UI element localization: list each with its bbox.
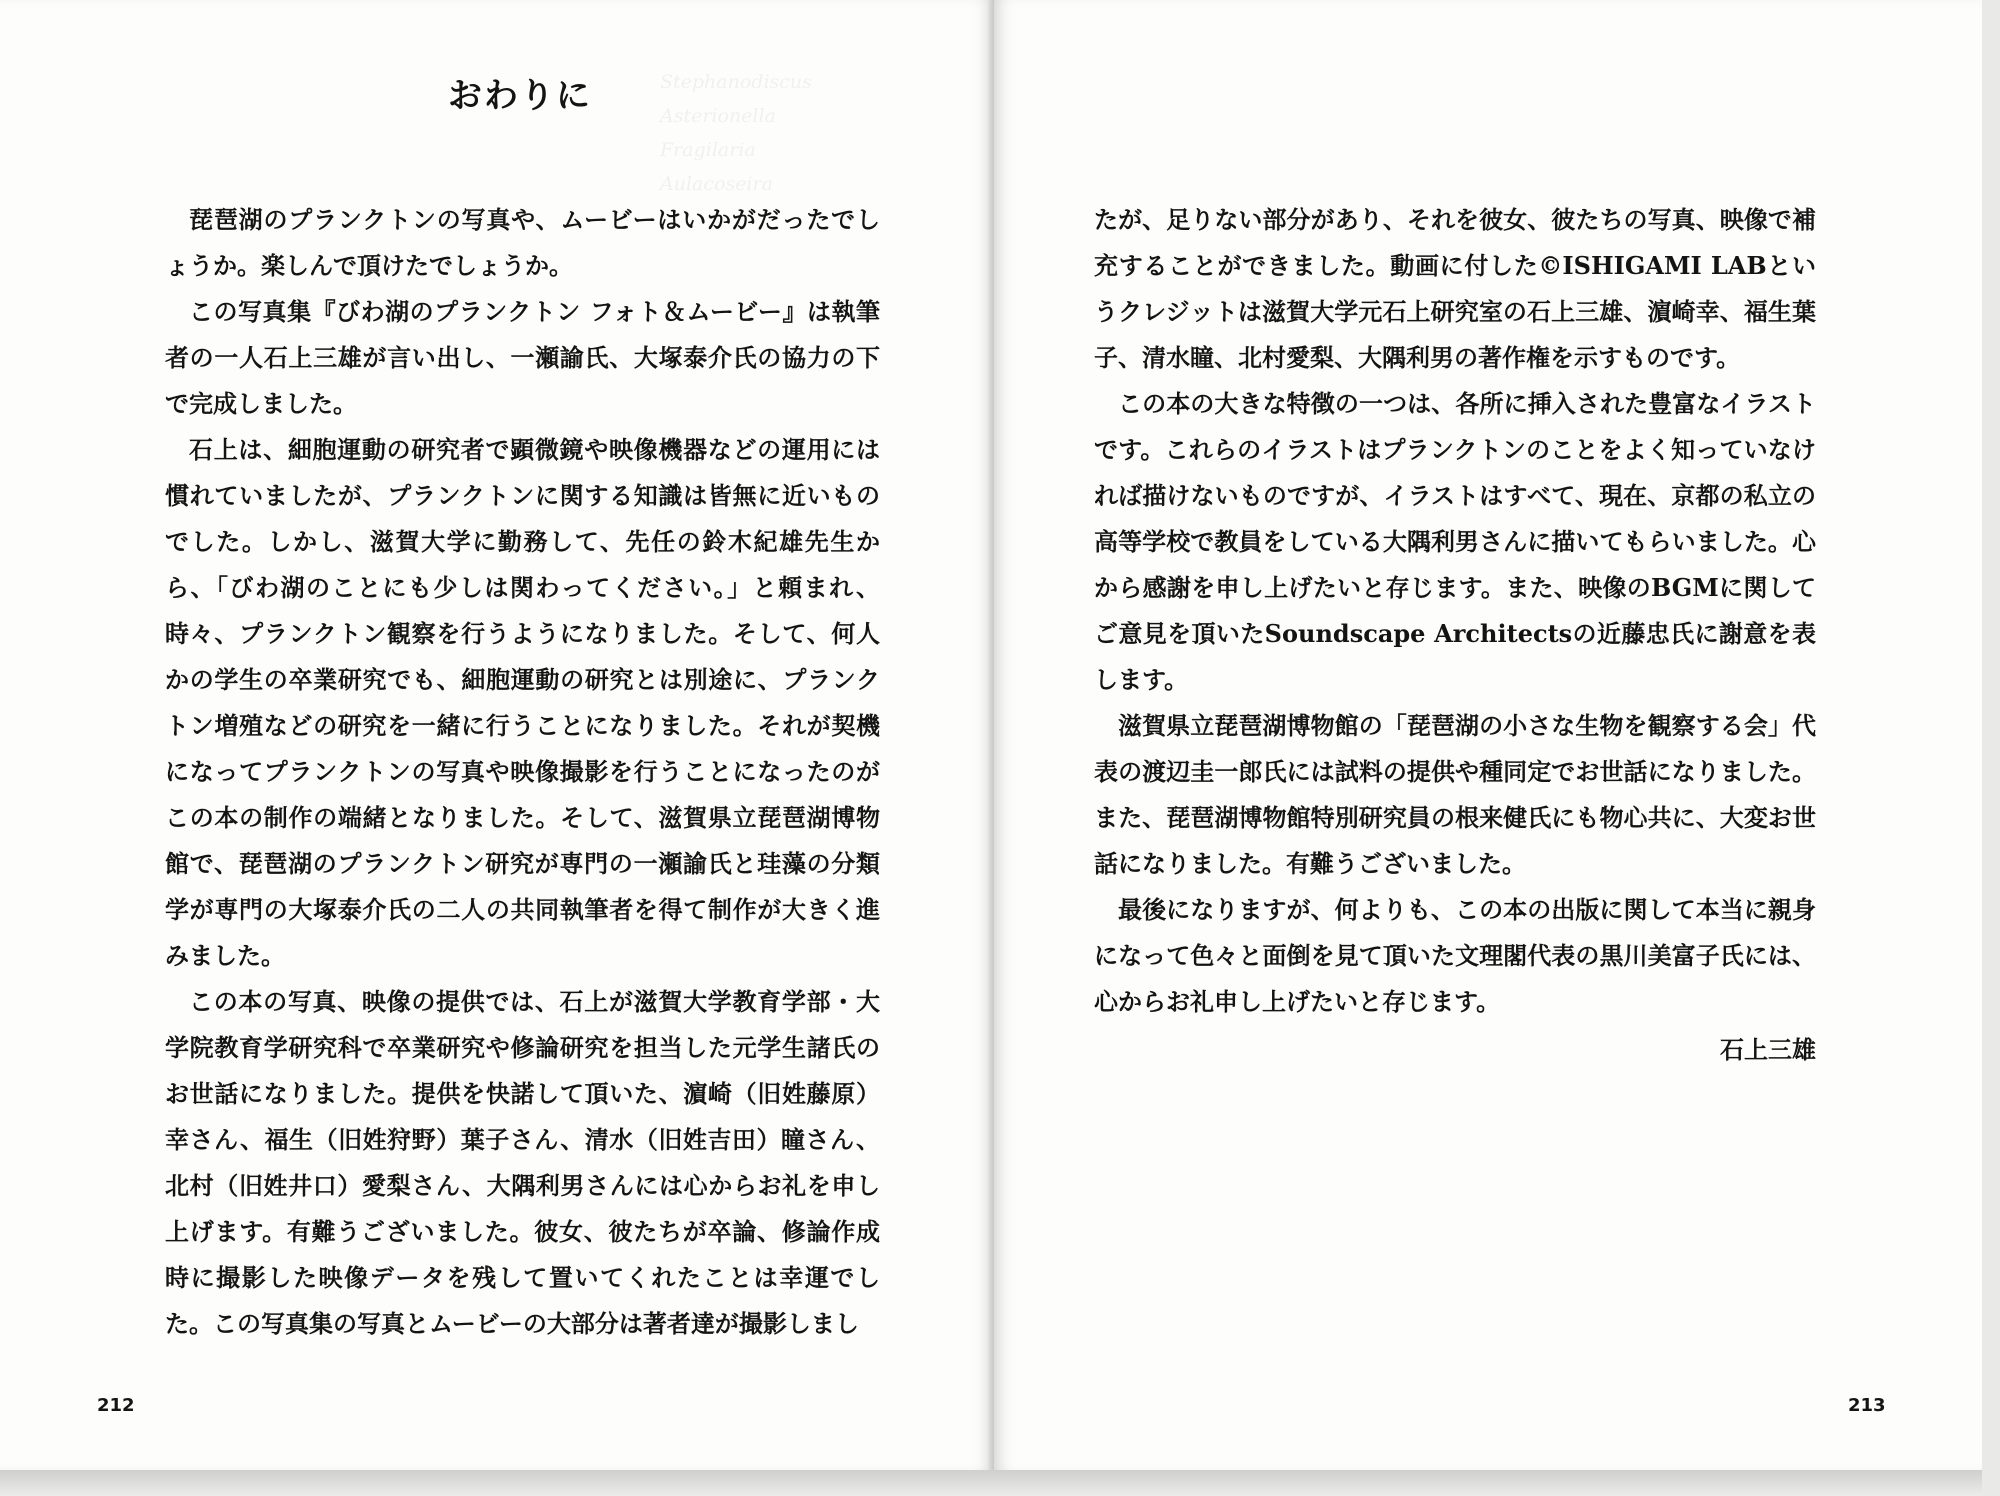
paragraph: 滋賀県立琵琶湖博物館の「琵琶湖の小さな生物を観察する会」代表の渡辺圭一郎氏には試料の提供や種同定でお世話になりました。また、琵琶湖博物館特別研究員の根来健氏にも物心共に、大変お世話になりました。有難うございました。 <box>1094 711 1816 878</box>
show-through-text: Stephanodiscus Asterionella Fragilaria Aulacoseira <box>660 71 812 195</box>
author-signature: 石上三雄 <box>1720 1035 1816 1064</box>
paragraph: この本の写真、映像の提供では、石上が滋賀大学教育学部・大学院教育学研究科で卒業研究や修論研究を担当した元学生諸氏のお世話になりました。提供を快諾して頂いた、濵崎（旧姓藤原）幸さん、福生（旧姓狩野）葉子さん、清水（旧姓吉田）瞳さん、北村（旧姓井口）愛梨さん、大隅利男さんには心からお礼を申し上げます。有難うございました。彼女、彼たちが卒論、修論作成時に撮影した映像データを残して置いてくれたことは幸運でした。この写真集の写真とムービーの大部分は著者達が撮影しまし <box>165 987 880 1338</box>
right-page <box>994 0 1982 1470</box>
page-number-right: 213 <box>1848 1395 1886 1416</box>
paragraph: 石上は、細胞運動の研究者で顕微鏡や映像機器などの運用には慣れていましたが、プランクトンに関する知識は皆無に近いものでした。しかし、滋賀大学に勤務して、先任の鈴木紀雄先生から、「びわ湖のことにも少しは関わってください。」と頼まれ、時々、プランクトン観察を行うようになりました。そして、何人かの学生の卒業研究でも、細胞運動の研究とは別途に、プランクトン増殖などの研究を一緒に行うことになりました。それが契機になってプランクトンの写真や映像撮影を行うことになったのがこの本の制作の端緒となりました。そして、滋賀県立琵琶湖博物館で、琵琶湖のプランクトン研究が専門の一瀬諭氏と珪藻の分類学が専門の大塚泰介氏の二人の共同執筆者を得て制作が大きく進みました。 <box>165 435 880 970</box>
paragraph: この本の大きな特徴の一つは、各所に挿入された豊富なイラストです。これらのイラストはプランクトンのことをよく知っていなければ描けないものですが、イラストはすべて、現在、京都の私立の高等学校で教員をしている大隅利男さんに描いてもらいました。心から感謝を申し上げたいと存じます。また、映像のBGMに関してご意見を頂いたSoundscape Architectsの近藤忠氏に謝意を表します。 <box>1094 389 1816 694</box>
page-title: おわりに <box>448 76 592 116</box>
paragraph-continuation: たが、足りない部分があり、それを彼女、彼たちの写真、映像で補充することができました。動画に付した©ISHIGAMI LABというクレジットは滋賀大学元石上研究室の石上三雄、濵崎幸、福生葉子、清水瞳、北村愛梨、大隅利男の著作権を示すものです。 <box>1094 205 1816 372</box>
page-edge-shadow <box>0 1470 1982 1496</box>
left-body-text <box>165 197 880 1347</box>
left-page <box>0 0 994 1470</box>
paragraph: この写真集『びわ湖のプランクトン フォト＆ムービー』は執筆者の一人石上三雄が言い出し、一瀬諭氏、大塚泰介氏の協力の下で完成しました。 <box>165 297 880 418</box>
right-body-text <box>1094 197 1816 1073</box>
paragraph: 琵琶湖のプランクトンの写真や、ムービーはいかがだったでしょうか。楽しんで頂けたでしょうか。 <box>165 205 880 280</box>
page-number-left: 212 <box>97 1395 135 1416</box>
paragraph: 最後になりますが、何よりも、この本の出版に関して本当に親身になって色々と面倒を見て頂いた文理閣代表の黒川美富子氏には、心からお礼申し上げたいと存じます。 <box>1094 895 1816 1016</box>
